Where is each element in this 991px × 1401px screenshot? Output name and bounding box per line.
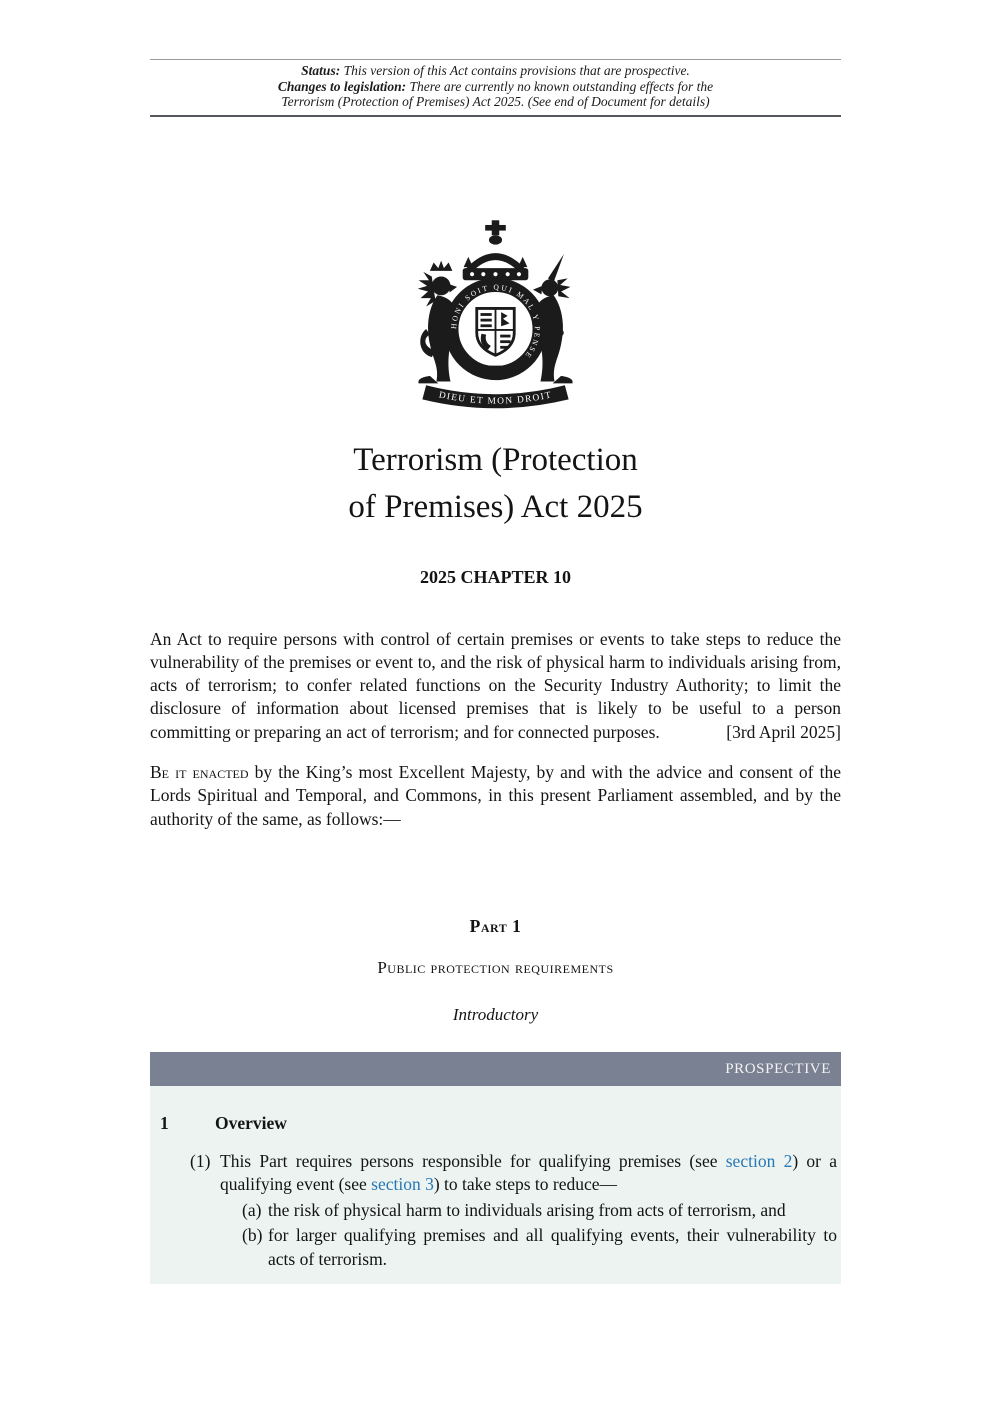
status-header: [150, 59, 841, 117]
enactment-date: [3rd April 2025]: [726, 721, 841, 742]
section-1-heading: [150, 1112, 837, 1134]
chapter-heading: 2025 CHAPTER 10: [419, 566, 571, 587]
changes-line-2: Terrorism (Protection of Premises) Act 2025. (See end of Document for details): [281, 94, 710, 109]
status-line: Status: This version of this Act contains provisions that are prospective.: [301, 63, 690, 78]
prospective-banner: PROSPECTIVE: [150, 1052, 841, 1086]
enacting-lead: Be it enacted: [150, 761, 249, 782]
section-2-link[interactable]: section 2: [725, 1150, 793, 1171]
paragraph-b: [150, 1224, 837, 1271]
act-title-line-2: of Premises) Act 2025: [348, 488, 643, 525]
part-heading: Part 1: [469, 915, 522, 936]
long-title: [150, 628, 841, 744]
royal-coat-of-arms-icon: [383, 217, 608, 412]
garter-motto: HONI SOIT QUI MAL Y PENSE: [448, 282, 542, 361]
section-number: 1: [160, 1112, 169, 1133]
part-subheading: Public protection requirements: [377, 957, 614, 977]
changes-label: Changes to legislation:: [277, 78, 407, 94]
enacting-formula: [150, 761, 841, 831]
paragraph-a-number: (a): [242, 1199, 262, 1220]
section-3-link[interactable]: section 3: [371, 1174, 434, 1195]
enacting-rest: by the King’s most Excellent Majesty, by and with the advice and consent of the Lords Spiritual and Temporal, and Commons, in this present Parliament assembled, and by the authority of the same, as follows:—: [150, 761, 841, 829]
banner-motto: DIEU ET MON DROIT: [437, 389, 554, 407]
paragraph-a-text: the risk of physical harm to individuals arising from acts of terrorism, and: [268, 1199, 786, 1220]
document-content: [150, 0, 841, 1284]
act-title-line-1: Terrorism (Protection: [353, 441, 638, 478]
changes-line: Changes to legislation: There are currently no known outstanding effects for the: [277, 78, 714, 94]
section-1: [150, 1086, 841, 1285]
section-title: Overview: [215, 1112, 287, 1133]
paragraph-b-number: (b): [242, 1225, 263, 1246]
subsection-1: [150, 1150, 837, 1197]
subsection-number: (1): [190, 1150, 211, 1171]
status-label: Status:: [301, 63, 341, 78]
long-title-text: An Act to require persons with control of certain premises or events to take steps to reduce the vulnerability of the premises or event to, and the risk of physical harm to individuals arising from, acts of terrorism; to confer related functions on the Security Industry Authority; to limit the disclosure of information about licensed premises that is likely to be useful to a person committing or preparing an act of terrorism; and for connected purposes.: [150, 628, 841, 742]
subsection-text: This Part requires persons responsible for qualifying premises (see section 2) or a qualifying event (see section 3) to take steps to reduce—: [220, 1150, 837, 1195]
paragraph-a: [150, 1199, 837, 1223]
royal-coat-of-arms: [383, 217, 608, 417]
act-title: [150, 437, 841, 531]
cross-heading: Introductory: [452, 1004, 539, 1024]
paragraph-b-text: for larger qualifying premises and all qualifying events, their vulnerability to acts of terrorism.: [268, 1225, 837, 1269]
